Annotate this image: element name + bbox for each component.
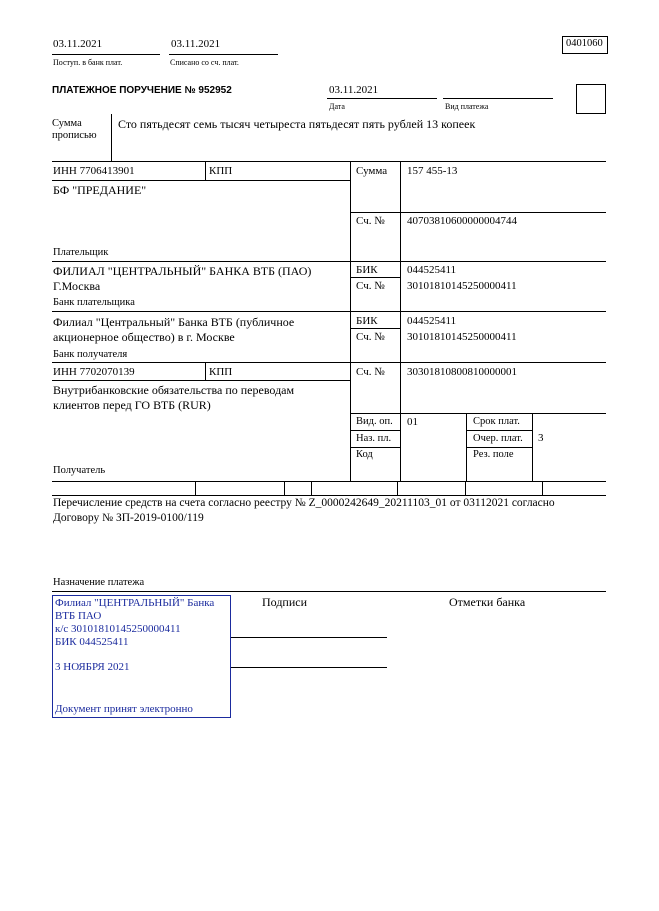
- tax-col-3: [311, 481, 312, 495]
- op-type-value: 01: [407, 416, 418, 428]
- payee-bank-name-2: акционерное общество) в г. Москве: [53, 330, 235, 344]
- document-date: 03.11.2021: [329, 84, 379, 96]
- signatures-label: Подписи: [262, 595, 308, 609]
- payee-inn-line: [52, 380, 350, 381]
- priority-line: [466, 447, 532, 448]
- tax-col-4: [397, 481, 398, 495]
- bank-stamp: [52, 595, 231, 718]
- payee-bank-name-1: Филиал "Центральный" Банка ВТБ (публичное: [53, 315, 295, 329]
- payee-name-2: клиентов перед ГО ВТБ (RUR): [53, 398, 211, 412]
- payer-inn-line: [52, 180, 350, 181]
- op-type-line: [350, 430, 400, 431]
- signature-line-1: [230, 637, 387, 638]
- payer-bank-name-2: Г.Москва: [53, 279, 101, 293]
- code-label: Код: [356, 449, 373, 460]
- term-line: [466, 430, 532, 431]
- payee-account-label: Сч. №: [356, 366, 385, 378]
- payer-account: 40703810600000004744: [407, 215, 517, 227]
- row-line-495: [52, 495, 606, 496]
- payment-type-box: [576, 84, 606, 114]
- received-date-label: Поступ. в банк плат.: [53, 58, 123, 67]
- stamp-line-4: БИК 044525411: [55, 636, 129, 648]
- payee-bank-bik: 044525411: [407, 315, 457, 327]
- reserve-label: Рез. поле: [473, 449, 514, 460]
- purpose-bottom-line: [52, 591, 606, 592]
- debited-date-line: [169, 54, 278, 55]
- bank-marks-label: Отметки банка: [449, 595, 526, 609]
- row-line-161: [52, 161, 606, 162]
- payment-type-label: Вид платежа: [445, 102, 489, 111]
- payer-bank-account: 30101810145250000411: [407, 280, 517, 292]
- payer-bank-label: Банк плательщика: [53, 297, 135, 308]
- amount-words-label-2: прописью: [52, 130, 97, 141]
- purpose-line-2: Договору № ЗП-2019-0100/119: [53, 512, 204, 524]
- payer-kpp-divider: [205, 161, 206, 180]
- grid-col-532: [532, 413, 533, 481]
- document-date-label: Дата: [329, 102, 345, 111]
- payee-kpp-divider: [205, 362, 206, 380]
- grid-col-400: [400, 161, 401, 481]
- payer-kpp-label: КПП: [209, 165, 233, 177]
- form-code: 0401060: [566, 38, 603, 49]
- sum-bottom-line: [350, 212, 606, 213]
- stamp-line-2: ВТБ ПАО: [55, 610, 102, 622]
- payer-inn: ИНН 7706413901: [53, 165, 135, 177]
- row-line-362: [52, 362, 606, 363]
- priority-label: Очер. плат.: [473, 433, 523, 444]
- tax-col-2: [284, 481, 285, 495]
- purpose-label: Назначение платежа: [53, 577, 145, 588]
- document-date-line: [327, 98, 437, 99]
- payer-bank-bik-line: [350, 277, 400, 278]
- received-date-line: [52, 54, 160, 55]
- purpose-code-label: Наз. пл.: [356, 433, 392, 444]
- tax-col-1: [195, 481, 196, 495]
- payer-bank-account-label: Сч. №: [356, 280, 385, 292]
- grid-col-350: [350, 161, 351, 481]
- amount-words-divider: [111, 114, 112, 161]
- payer-label: Плательщик: [53, 247, 109, 258]
- payee-bank-account-label: Сч. №: [356, 331, 385, 343]
- payee-bank-account: 30101810145250000411: [407, 331, 517, 343]
- sum-value: 157 455-13: [407, 165, 458, 177]
- payer-account-label: Сч. №: [356, 215, 385, 227]
- payee-name-1: Внутрибанковские обязательства по переводам: [53, 383, 295, 397]
- amount-words-label-1: Сумма: [52, 118, 82, 129]
- payee-bank-bik-label: БИК: [356, 315, 378, 327]
- purpose-line-1: Перечисление средств на счета согласно реестру № Z_0000242649_20211103_01 от 03112021 согласно: [53, 497, 555, 509]
- signature-line-2: [230, 667, 387, 668]
- debited-date-label: Списано со сч. плат.: [170, 58, 239, 67]
- tax-col-6: [542, 481, 543, 495]
- stamp-line-3: к/с 30101810145250000411: [55, 623, 181, 635]
- payee-kpp-label: КПП: [209, 366, 233, 378]
- payer-bank-bik: 044525411: [407, 264, 457, 276]
- document-title: ПЛАТЕЖНОЕ ПОРУЧЕНИЕ № 952952: [52, 85, 232, 96]
- row-line-311: [52, 311, 606, 312]
- payee-bank-label: Банк получателя: [53, 349, 128, 360]
- payee-bank-bik-line: [350, 328, 400, 329]
- payee-account: 30301810800810000001: [407, 366, 517, 378]
- stamp-status: Документ принят электронно: [55, 703, 193, 715]
- op-type-label: Вид. оп.: [356, 416, 393, 427]
- term-label: Срок плат.: [473, 416, 520, 427]
- payer-bank-name-1: ФИЛИАЛ "ЦЕНТРАЛЬНЫЙ" БАНКА ВТБ (ПАО): [53, 264, 312, 278]
- payer-name: БФ "ПРЕДАНИЕ": [53, 183, 147, 197]
- form-code-box: [562, 36, 608, 54]
- stamp-date: 3 НОЯБРЯ 2021: [55, 661, 130, 673]
- amount-words: Сто пятьдесят семь тысяч четыреста пятьдесят пять рублей 13 копеек: [118, 117, 476, 131]
- priority-value: 3: [538, 432, 544, 444]
- stamp-line-1: Филиал "ЦЕНТРАЛЬНЫЙ" Банка: [55, 597, 215, 609]
- payee-label: Получатель: [53, 465, 106, 476]
- payment-type-line: [443, 98, 553, 99]
- row-line-481: [52, 481, 606, 482]
- payee-inn: ИНН 7702070139: [53, 366, 135, 378]
- tax-col-5: [465, 481, 466, 495]
- sum-label: Сумма: [356, 165, 388, 177]
- row-line-261: [52, 261, 606, 262]
- purpose-code-line: [350, 447, 400, 448]
- row-line-413: [350, 413, 606, 414]
- debited-date: 03.11.2021: [171, 38, 221, 50]
- payer-bank-bik-label: БИК: [356, 264, 378, 276]
- received-date: 03.11.2021: [53, 38, 103, 50]
